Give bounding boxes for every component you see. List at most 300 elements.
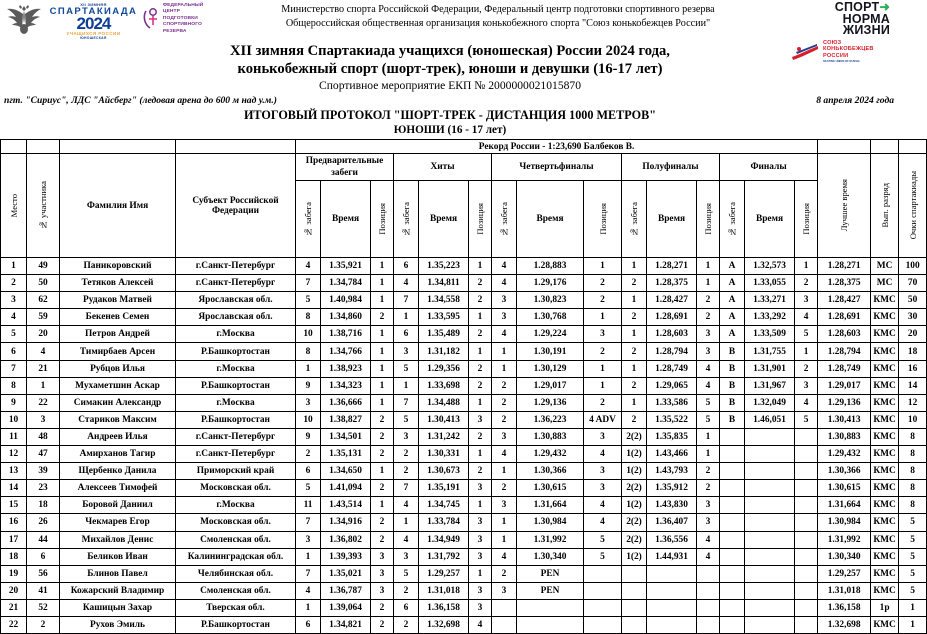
cell-q-pos: 3 xyxy=(584,480,622,497)
cell-f-time: 1.32,049 xyxy=(745,394,795,411)
cell-best: 1.30,883 xyxy=(818,428,871,445)
cell-region: Калининградская обл. xyxy=(176,548,296,565)
cell-s-no: 1(2) xyxy=(622,497,647,514)
cell-p-pos: 2 xyxy=(371,480,394,497)
cell-s-time: 1.28,794 xyxy=(647,343,697,360)
spartakiada-logo-year: 2024 xyxy=(76,14,111,33)
col-header-semi-time: Время xyxy=(647,181,697,258)
cell-s-no: 1 xyxy=(622,292,647,309)
cell-place: 13 xyxy=(1,463,27,480)
fcpsr-line-3: СПОРТИВНОГО РЕЗЕРВА xyxy=(162,22,202,34)
cell-q-no: 2 xyxy=(492,377,517,394)
record-spacer-6 xyxy=(871,140,899,154)
cell-p-no: 1 xyxy=(296,599,321,616)
cell-place: 10 xyxy=(1,411,27,428)
cell-h-time: 1.34,949 xyxy=(419,531,469,548)
col-header-semi-no: № забега xyxy=(622,181,647,258)
cell-name: Тетяков Алексей xyxy=(60,275,176,292)
cell-points: 8 xyxy=(899,428,927,445)
cell-points: 1 xyxy=(899,599,927,616)
cell-s-pos: 2 xyxy=(697,463,720,480)
cell-s-time: 1.35,522 xyxy=(647,411,697,428)
cell-p-no: 3 xyxy=(296,531,321,548)
cell-points: 8 xyxy=(899,446,927,463)
cell-p-pos: 2 xyxy=(371,514,394,531)
cell-name: Кашицын Захар xyxy=(60,599,176,616)
cell-s-no: 1(2) xyxy=(622,446,647,463)
cell-s-time xyxy=(647,565,697,582)
cell-p-time: 1.41,094 xyxy=(321,480,371,497)
cell-place: 14 xyxy=(1,480,27,497)
cell-s-no xyxy=(622,616,647,633)
cell-f-pos: 4 xyxy=(795,309,818,326)
cell-name: Боровой Даниил xyxy=(60,497,176,514)
cell-f-time: 1.31,901 xyxy=(745,360,795,377)
cell-p-time: 1.40,984 xyxy=(321,292,371,309)
cell-region: Р.Башкортостан xyxy=(176,377,296,394)
record-row xyxy=(1,140,927,154)
cell-p-time: 1.36,666 xyxy=(321,394,371,411)
cell-p-no: 5 xyxy=(296,292,321,309)
cell-f-no xyxy=(720,514,745,531)
cell-h-pos: 2 xyxy=(469,360,492,377)
cell-s-no: 1(2) xyxy=(622,463,647,480)
cell-best: 1.28,794 xyxy=(818,343,871,360)
cell-place: 2 xyxy=(1,275,27,292)
cell-bib: 39 xyxy=(27,463,60,480)
cell-rank: КМС xyxy=(871,411,899,428)
cell-p-time: 1.34,501 xyxy=(321,428,371,445)
cell-region: г.Москва xyxy=(176,394,296,411)
record-spacer-4 xyxy=(176,140,296,154)
cell-rank: КМС xyxy=(871,514,899,531)
cell-h-no: 6 xyxy=(394,326,419,343)
cell-f-no xyxy=(720,463,745,480)
cell-q-pos: 1 xyxy=(584,360,622,377)
col-header-region: Субъект Российской Федерации xyxy=(176,154,296,258)
cell-region: Р.Башкортостан xyxy=(176,343,296,360)
cell-h-no: 3 xyxy=(394,428,419,445)
snz-line-1: СПОРТ xyxy=(834,0,880,14)
cell-s-pos: 1 xyxy=(697,275,720,292)
cell-h-pos: 3 xyxy=(469,582,492,599)
table-row xyxy=(1,309,927,326)
cell-name: Кожарский Владимир xyxy=(60,582,176,599)
cell-q-no: 3 xyxy=(492,582,517,599)
cell-best: 1.30,615 xyxy=(818,480,871,497)
table-row xyxy=(1,599,927,616)
cell-rank: КМС xyxy=(871,480,899,497)
cell-h-no: 4 xyxy=(394,531,419,548)
cell-name: Амирханов Тагир xyxy=(60,446,176,463)
cell-s-time: 1.43,830 xyxy=(647,497,697,514)
cell-q-no: 3 xyxy=(492,292,517,309)
fcpsr-logo-text xyxy=(163,3,216,36)
cell-h-pos: 3 xyxy=(469,480,492,497)
cell-p-pos: 2 xyxy=(371,446,394,463)
cell-q-pos: 5 xyxy=(584,531,622,548)
cell-f-time xyxy=(745,616,795,633)
cell-name: Алексеев Тимофей xyxy=(60,480,176,497)
cell-f-pos xyxy=(795,531,818,548)
cell-region: Смоленская обл. xyxy=(176,531,296,548)
cell-f-no xyxy=(720,446,745,463)
cell-q-pos: 4 ADV xyxy=(584,411,622,428)
cell-p-no: 8 xyxy=(296,309,321,326)
cell-best: 1.31,664 xyxy=(818,497,871,514)
cell-q-pos: 3 xyxy=(584,463,622,480)
cell-bib: 26 xyxy=(27,514,60,531)
cell-points: 70 xyxy=(899,275,927,292)
cell-f-no: B xyxy=(720,394,745,411)
cell-h-no: 5 xyxy=(394,360,419,377)
cell-q-time: PEN xyxy=(517,582,584,599)
cell-h-time: 1.34,745 xyxy=(419,497,469,514)
cell-p-pos: 1 xyxy=(371,377,394,394)
venue-date-row xyxy=(0,92,900,106)
cell-f-pos xyxy=(795,480,818,497)
skating-union-text xyxy=(823,40,874,66)
table-row xyxy=(1,548,927,565)
cell-rank: КМС xyxy=(871,326,899,343)
cell-bib: 44 xyxy=(27,531,60,548)
cell-s-pos: 1 xyxy=(697,428,720,445)
cell-points: 1 xyxy=(899,616,927,633)
cell-q-time: 1.30,768 xyxy=(517,309,584,326)
col-header-points: Очки спартакиады xyxy=(899,154,927,258)
cell-h-no: 4 xyxy=(394,497,419,514)
cell-h-no: 1 xyxy=(394,377,419,394)
cell-p-pos: 1 xyxy=(371,326,394,343)
cell-bib: 21 xyxy=(27,360,60,377)
cell-h-pos: 2 xyxy=(469,377,492,394)
cell-place: 21 xyxy=(1,599,27,616)
cell-q-no: 2 xyxy=(492,565,517,582)
table-row xyxy=(1,446,927,463)
cell-h-pos: 1 xyxy=(469,258,492,275)
ministry-line-2: Общероссийская общественная организация конькобежного спорта "Союз конькобежцев России" xyxy=(285,18,711,29)
cell-h-time: 1.33,698 xyxy=(419,377,469,394)
cell-place: 3 xyxy=(1,292,27,309)
cell-h-time: 1.30,331 xyxy=(419,446,469,463)
cell-f-no xyxy=(720,616,745,633)
cell-s-pos xyxy=(697,599,720,616)
cell-p-time: 1.39,064 xyxy=(321,599,371,616)
cell-f-time: 1.33,055 xyxy=(745,275,795,292)
fcpsr-mark-icon xyxy=(143,7,160,31)
cell-h-time: 1.35,191 xyxy=(419,480,469,497)
spartakiada-logo-name: СПАРТАКИАДА xyxy=(49,6,138,17)
cell-q-time: 1.29,017 xyxy=(517,377,584,394)
cell-rank: КМС xyxy=(871,394,899,411)
cell-h-time: 1.29,257 xyxy=(419,565,469,582)
page-title-line-1: XII зимняя Спартакиада учащихся (юношеская) России 2024 года, xyxy=(230,43,670,59)
category-title: ЮНОШИ (16 - 17 лет) xyxy=(393,124,507,136)
header-group-row xyxy=(1,154,927,181)
table-row xyxy=(1,531,927,548)
cell-rank: КМС xyxy=(871,616,899,633)
cell-p-time: 1.34,916 xyxy=(321,514,371,531)
cell-name: Мухаметшин Аскар xyxy=(60,377,176,394)
cell-s-time: 1.35,835 xyxy=(647,428,697,445)
cell-place: 15 xyxy=(1,497,27,514)
cell-q-pos xyxy=(584,616,622,633)
cell-s-pos xyxy=(697,616,720,633)
cell-h-no: 1 xyxy=(394,309,419,326)
cell-f-pos: 1 xyxy=(795,343,818,360)
cell-bib: 20 xyxy=(27,326,60,343)
cell-points: 12 xyxy=(899,394,927,411)
cell-p-pos: 2 xyxy=(371,531,394,548)
cell-region: Р.Башкортостан xyxy=(176,616,296,633)
cell-h-no: 6 xyxy=(394,599,419,616)
cell-place: 1 xyxy=(1,258,27,275)
cell-best: 1.29,257 xyxy=(818,565,871,582)
cell-f-time: 1.33,292 xyxy=(745,309,795,326)
cell-region: г.Москва xyxy=(176,360,296,377)
cell-s-no: 1 xyxy=(622,360,647,377)
cell-p-pos: 3 xyxy=(371,548,394,565)
cell-s-time: 1.28,749 xyxy=(647,360,697,377)
cell-points: 100 xyxy=(899,258,927,275)
record-spacer-5 xyxy=(818,140,871,154)
cell-f-time: 1.46,051 xyxy=(745,411,795,428)
cell-f-no: B xyxy=(720,343,745,360)
cell-s-no xyxy=(622,599,647,616)
cell-h-time: 1.31,792 xyxy=(419,548,469,565)
cell-s-time: 1.28,271 xyxy=(647,258,697,275)
table-row xyxy=(1,411,927,428)
cell-q-time xyxy=(517,599,584,616)
cell-p-pos: 1 xyxy=(371,497,394,514)
cell-f-time xyxy=(745,514,795,531)
cell-q-pos: 1 xyxy=(584,377,622,394)
cell-rank: КМС xyxy=(871,565,899,582)
cell-f-no xyxy=(720,565,745,582)
cell-p-no: 7 xyxy=(296,275,321,292)
cell-f-time xyxy=(745,565,795,582)
cell-name: Беликов Иван xyxy=(60,548,176,565)
cell-points: 5 xyxy=(899,565,927,582)
cell-best: 1.28,271 xyxy=(818,258,871,275)
cell-best: 1.28,375 xyxy=(818,275,871,292)
cell-place: 16 xyxy=(1,514,27,531)
cell-points: 10 xyxy=(899,411,927,428)
cell-region: г.Санкт-Петербург xyxy=(176,258,296,275)
cell-h-time: 1.34,488 xyxy=(419,394,469,411)
cell-h-pos: 1 xyxy=(469,309,492,326)
table-row xyxy=(1,326,927,343)
cell-best: 1.30,366 xyxy=(818,463,871,480)
cell-h-no: 4 xyxy=(394,275,419,292)
cell-s-pos: 4 xyxy=(697,548,720,565)
cell-q-pos: 4 xyxy=(584,497,622,514)
spartakiada-logo xyxy=(48,2,139,40)
cell-bib: 1 xyxy=(27,377,60,394)
cell-h-pos: 1 xyxy=(469,394,492,411)
cell-region: г.Санкт-Петербург xyxy=(176,446,296,463)
cell-f-no xyxy=(720,599,745,616)
cell-p-time: 1.34,650 xyxy=(321,463,371,480)
col-header-prelim-time: Время xyxy=(321,181,371,258)
cell-s-pos: 5 xyxy=(697,394,720,411)
cell-p-no: 2 xyxy=(296,446,321,463)
cell-h-no: 5 xyxy=(394,411,419,428)
cell-p-no: 8 xyxy=(296,343,321,360)
cell-h-time: 1.35,223 xyxy=(419,258,469,275)
cell-rank: КМС xyxy=(871,548,899,565)
cell-h-no: 3 xyxy=(394,548,419,565)
cell-p-time: 1.38,716 xyxy=(321,326,371,343)
cell-best: 1.31,018 xyxy=(818,582,871,599)
cell-bib: 23 xyxy=(27,480,60,497)
cell-place: 11 xyxy=(1,428,27,445)
event-date: 8 апреля 2024 года xyxy=(816,95,894,106)
cell-best: 1.30,413 xyxy=(818,411,871,428)
cell-f-no xyxy=(720,428,745,445)
cell-f-no xyxy=(720,582,745,599)
cell-p-no: 7 xyxy=(296,565,321,582)
cell-f-time: 1.33,509 xyxy=(745,326,795,343)
cell-best: 1.28,749 xyxy=(818,360,871,377)
cell-h-pos: 2 xyxy=(469,275,492,292)
cell-place: 18 xyxy=(1,548,27,565)
fcpsr-line-1: ФЕДЕРАЛЬНЫЙ ЦЕНТР xyxy=(162,2,204,15)
cell-rank: КМС xyxy=(871,343,899,360)
cell-s-pos: 3 xyxy=(697,497,720,514)
cell-s-no: 2 xyxy=(622,411,647,428)
cell-rank: 1р xyxy=(871,599,899,616)
cell-h-no: 3 xyxy=(394,343,419,360)
cell-place: 22 xyxy=(1,616,27,633)
cell-region: г.Москва xyxy=(176,497,296,514)
cell-q-time: 1.31,992 xyxy=(517,531,584,548)
col-header-prelim-no: № забега xyxy=(296,181,321,258)
cell-s-pos: 3 xyxy=(697,514,720,531)
russian-eagle-icon xyxy=(4,2,44,36)
cell-h-no: 5 xyxy=(394,565,419,582)
cell-p-no: 11 xyxy=(296,497,321,514)
cell-p-time: 1.36,802 xyxy=(321,531,371,548)
cell-points: 14 xyxy=(899,377,927,394)
cell-h-no: 7 xyxy=(394,292,419,309)
cell-region: г.Москва xyxy=(176,326,296,343)
cell-f-time xyxy=(745,463,795,480)
cell-h-pos: 2 xyxy=(469,463,492,480)
cell-f-pos xyxy=(795,428,818,445)
cell-bib: 56 xyxy=(27,565,60,582)
cell-place: 5 xyxy=(1,326,27,343)
table-row xyxy=(1,258,927,275)
cell-h-time: 1.32,698 xyxy=(419,616,469,633)
event-code: Спортивное мероприятие ЕКП № 2000000021015870 xyxy=(318,79,582,92)
cell-p-no: 10 xyxy=(296,326,321,343)
cell-s-pos: 1 xyxy=(697,258,720,275)
cell-p-no: 5 xyxy=(296,480,321,497)
cell-bib: 50 xyxy=(27,275,60,292)
cell-h-time: 1.30,673 xyxy=(419,463,469,480)
cell-q-no: 2 xyxy=(492,394,517,411)
cell-points: 50 xyxy=(899,292,927,309)
cell-q-time: 1.30,129 xyxy=(517,360,584,377)
cell-p-pos: 1 xyxy=(371,394,394,411)
cell-best: 1.30,340 xyxy=(818,548,871,565)
arrow-icon: ➜ xyxy=(879,0,890,14)
left-logos xyxy=(0,2,216,40)
cell-q-no: 1 xyxy=(492,531,517,548)
col-header-quarter-no: № забега xyxy=(492,181,517,258)
cell-best: 1.28,427 xyxy=(818,292,871,309)
cell-s-time xyxy=(647,599,697,616)
cell-q-no: 4 xyxy=(492,548,517,565)
cell-s-time: 1.28,375 xyxy=(647,275,697,292)
table-row xyxy=(1,377,927,394)
cell-s-time: 1.29,065 xyxy=(647,377,697,394)
cell-q-no: 4 xyxy=(492,258,517,275)
snz-line-3: ЖИЗНИ xyxy=(842,23,890,37)
cell-p-no: 1 xyxy=(296,548,321,565)
fcpsr-logo xyxy=(143,3,216,36)
table-row xyxy=(1,463,927,480)
cell-q-time: 1.30,984 xyxy=(517,514,584,531)
cell-q-time: 1.30,823 xyxy=(517,292,584,309)
table-row xyxy=(1,343,927,360)
cell-f-pos xyxy=(795,463,818,480)
cell-f-pos: 3 xyxy=(795,377,818,394)
cell-h-pos: 2 xyxy=(469,428,492,445)
cell-q-no xyxy=(492,599,517,616)
cell-q-no: 1 xyxy=(492,463,517,480)
cell-f-no: B xyxy=(720,360,745,377)
cell-q-pos xyxy=(584,599,622,616)
cell-f-time: 1.31,967 xyxy=(745,377,795,394)
group-header-quarter: Четвертьфиналы xyxy=(492,154,622,181)
cell-name: Паникоровский xyxy=(60,258,176,275)
cell-p-time: 1.34,323 xyxy=(321,377,371,394)
cell-p-time: 1.39,393 xyxy=(321,548,371,565)
cell-q-no: 4 xyxy=(492,326,517,343)
cell-s-time: 1.36,407 xyxy=(647,514,697,531)
cell-bib: 41 xyxy=(27,582,60,599)
cell-q-time: 1.29,432 xyxy=(517,446,584,463)
cell-q-time: 1.31,664 xyxy=(517,497,584,514)
table-row xyxy=(1,616,927,633)
cell-h-time: 1.30,413 xyxy=(419,411,469,428)
page-title-line-2: конькобежный спорт (шорт-трек), юноши и девушки (16-17 лет) xyxy=(237,61,663,77)
cell-s-time: 1.44,931 xyxy=(647,548,697,565)
cell-h-no: 6 xyxy=(394,258,419,275)
cell-f-time xyxy=(745,480,795,497)
col-header-place: Место xyxy=(1,154,27,258)
col-header-best-time: Лучшее время xyxy=(818,154,871,258)
cell-s-no: 2(2) xyxy=(622,428,647,445)
cell-best: 1.29,432 xyxy=(818,446,871,463)
cell-name: Рухов Эмиль xyxy=(60,616,176,633)
cell-f-time: 1.31,755 xyxy=(745,343,795,360)
cell-h-pos: 3 xyxy=(469,599,492,616)
cell-p-pos: 3 xyxy=(371,582,394,599)
cell-points: 5 xyxy=(899,548,927,565)
cell-f-pos xyxy=(795,582,818,599)
cell-region: Приморский край xyxy=(176,463,296,480)
cell-p-pos: 2 xyxy=(371,616,394,633)
cell-rank: МС xyxy=(871,275,899,292)
cell-s-time: 1.43,793 xyxy=(647,463,697,480)
cell-p-time: 1.34,821 xyxy=(321,616,371,633)
cell-bib: 49 xyxy=(27,258,60,275)
cell-rank: КМС xyxy=(871,428,899,445)
results-table xyxy=(0,139,927,634)
